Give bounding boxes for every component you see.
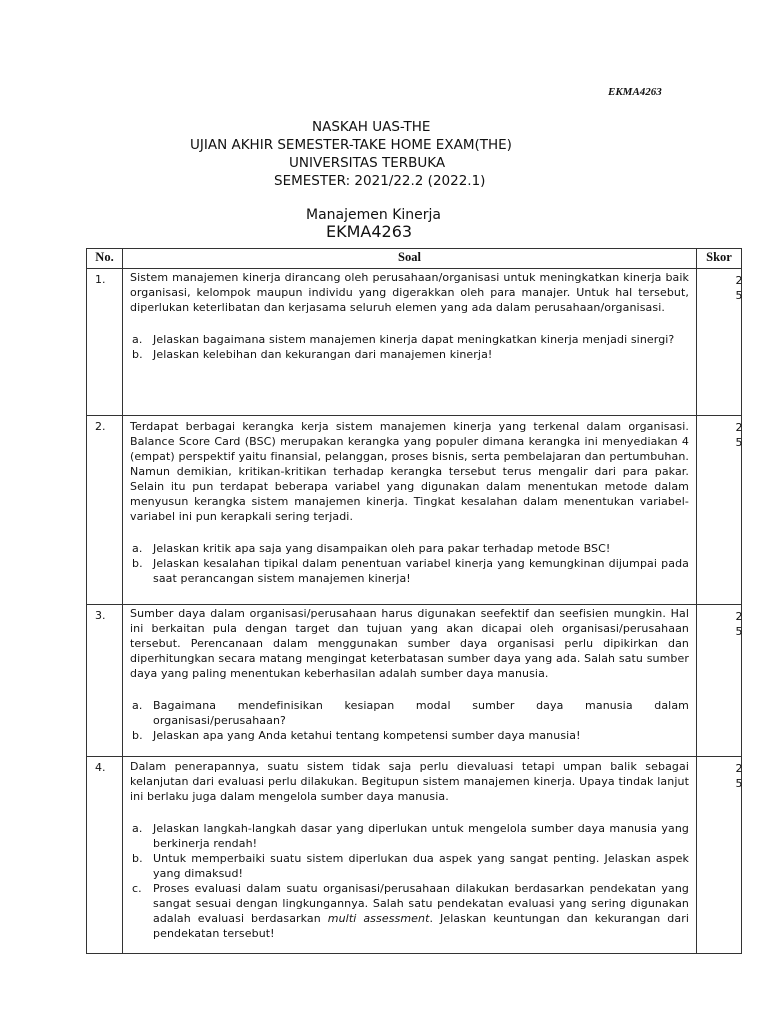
question-number: 1. [87,269,123,416]
list-item [130,347,689,362]
list-item [130,556,689,586]
table-row [87,605,742,757]
header-line-1: NASKAH UAS-THE [312,119,431,135]
question-intro: Sumber daya dalam organisasi/perusahaan harus digunakan seefektif dan seefisien mungkin. Hal ini berkaitan pula dengan target dan tujuan yang akan dicapai oleh organisasi/perusahaan tersebut. Perencanaan dalam menggunakan sumber daya organisasi perlu dipikirkan dan diperhitungkan secara matang mengingat keterbatasan sumber daya yang ada. Salah satu sumber daya yang paling menentukan keberhasilan adalah sumber daya manusia. [130,607,689,680]
score-cell [697,269,742,416]
question-intro: Dalam penerapannya, suatu sistem tidak saja perlu dievaluasi tetapi umpan balik sebagai kelanjutan dari evaluasi perlu dilakukan. Begitupun sistem manajemen kinerja. Upaya tindak lanjut ini berlaku juga dalam mengelola sumber daya manusia. [130,760,689,803]
score-cell [697,605,742,757]
exam-table [86,248,742,954]
course-name: Manajemen Kinerja [306,207,441,223]
list-item [130,728,689,743]
question-content [123,269,697,416]
score-cell [697,416,742,605]
item-text: Jelaskan bagaimana sistem manajemen kinerja dapat meningkatkan kinerja menjadi sinergi? [153,333,675,346]
list-item [130,698,689,728]
sub-question-list [130,541,689,586]
header-line-3: UNIVERSITAS TERBUKA [289,155,446,171]
question-intro: Sistem manajemen kinerja dirancang oleh perusahaan/organisasi untuk meningkatkan kinerja baik organisasi, kelompok maupun individu yang digerakkan oleh para manajer. Untuk hal tersebut, diperlukan keterlibatan dan kerjasama seluruh elemen yang ada dalam perusahaan/organisasi. [130,271,689,314]
score-value: 25 [735,762,743,790]
sub-question-list [130,332,689,362]
list-item [130,332,689,347]
table-row [87,757,742,954]
header-line-4: SEMESTER: 2021/22.2 (2022.1) [274,173,486,189]
list-item [130,541,689,556]
header-no: No. [87,249,123,269]
list-item [130,821,689,851]
course-code: EKMA4263 [326,222,413,241]
score-value: 25 [735,610,743,638]
score-value: 25 [735,274,743,302]
question-content [123,416,697,605]
score-cell [697,757,742,954]
item-marker: a. [132,699,143,712]
question-number: 4. [87,757,123,954]
list-item [130,881,689,941]
item-text: Untuk memperbaiki suatu sistem diperlukan dua aspek yang sangat penting. Jelaskan aspek yang dimaksud! [153,852,689,880]
course-code-top: EKMA4263 [608,86,662,98]
list-item [130,851,689,881]
item-marker: a. [132,333,143,346]
header-soal: Soal [123,249,697,269]
item-marker: a. [132,542,143,555]
item-text-emphasis: multi assessment [327,912,430,925]
header-line-2: UJIAN AKHIR SEMESTER-TAKE HOME EXAM(THE) [190,137,512,153]
item-text: Jelaskan kesalahan tipikal dalam penentuan variabel kinerja yang kemungkinan dijumpai pada saat perancangan sistem manajemen kinerja! [153,557,689,585]
sub-question-list [130,698,689,743]
item-marker: b. [132,348,143,361]
item-marker: c. [132,882,142,895]
item-text-before: Proses evaluasi dalam suatu organisasi/perusahaan dilakukan berdasarkan pendekatan yang sangat sesuai dengan lingkungannya. Salah satu pendekatan evaluasi yang sering digunakan adalah evaluasi berdasarkan [153,882,689,925]
table-row [87,416,742,605]
item-text: Jelaskan langkah-langkah dasar yang diperlukan untuk mengelola sumber daya manusia yang berkinerja rendah! [153,822,689,850]
question-number: 2. [87,416,123,605]
item-marker: b. [132,557,143,570]
question-intro: Terdapat berbagai kerangka kerja sistem manajemen kinerja yang terkenal dalam organisasi. Balance Score Card (BSC) merupakan kerangka yang populer dimana kerangka ini menyediakan 4 (empat) perspektif yaitu finansial, pelanggan, proses bisnis, serta pembelajaran dan pertumbuhan. Namun demikian, kritikan-kritikan terhadap kerangka tersebut terus mengalir dari para pakar. Selain itu pun terdapat beberapa variabel yang digunakan dalam menentukan metode dalam menyusun kerangka sistem manajemen kinerja. Tingkat kesalahan dalam menentukan variabel-variabel ini pun kerapkali sering terjadi. [130,420,689,523]
question-content [123,757,697,954]
item-text: Jelaskan kelebihan dan kekurangan dari manajemen kinerja! [153,348,493,361]
item-marker: a. [132,822,143,835]
item-text-after: . Jelaskan keuntungan dan kekurangan dari pendekatan tersebut! [153,912,690,940]
item-text: Bagaimana mendefinisikan kesiapan modal sumber daya manusia dalam organisasi/perusahaan? [153,699,689,727]
question-content [123,605,697,757]
item-text: Jelaskan kritik apa saja yang disampaikan oleh para pakar terhadap metode BSC! [153,542,611,555]
sub-question-list [130,821,689,941]
item-marker: b. [132,729,143,742]
question-number: 3. [87,605,123,757]
table-header-row [87,249,742,269]
item-text: Jelaskan apa yang Anda ketahui tentang kompetensi sumber daya manusia! [153,729,581,742]
table-row [87,269,742,416]
item-marker: b. [132,852,143,865]
score-value: 25 [735,421,743,449]
header-skor: Skor [697,249,742,269]
